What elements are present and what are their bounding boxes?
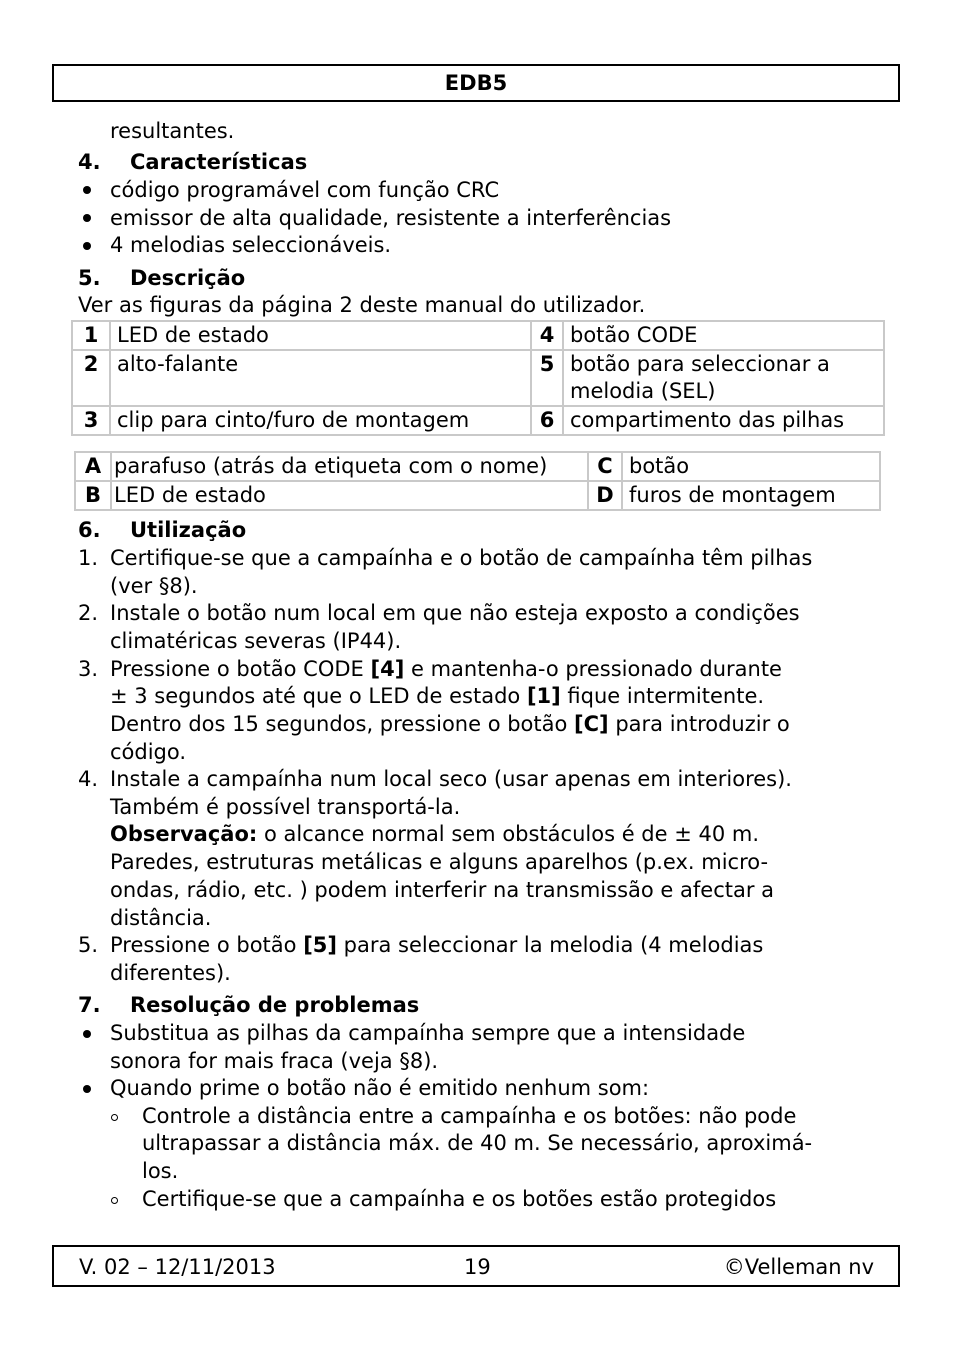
section-4-number: 4. [78,150,101,174]
step-text: Pressione o botão [5] para seleccionar la melodia (4 melodias [110,933,764,957]
step-text: Também é possível transportá-la. [110,795,461,819]
page-header [52,64,900,102]
sub-list-item: Controle a distância entre a campaínha e os botões: não pode [142,1104,797,1128]
parts-table-receiver [71,320,885,436]
sub-list-item: ultrapassar a distância máx. de 40 m. Se necessário, aproximá- [142,1131,813,1155]
table-cell: B [75,481,111,510]
step-text: climatéricas severas (IP44). [110,629,402,653]
table-cell: compartimento das pilhas [563,406,884,435]
table-cell: botão [622,452,880,481]
table-cell [563,350,884,406]
section-5-intro: Ver as figuras da página 2 deste manual do utilizador. [78,293,646,317]
table-cell: 3 [72,406,110,435]
section-7-number: 7. [78,993,101,1017]
list-item: sonora for mais fraca (veja §8). [110,1049,439,1073]
step-text: (ver §8). [110,574,198,598]
section-6-number: 6. [78,518,101,542]
step-text: distância. [110,906,212,930]
step-text: código. [110,740,187,764]
bullet-icon [83,186,91,194]
step-note: Observação: o alcance normal sem obstáculos é de ± 40 m. [110,822,760,846]
sub-list-item: Certifique-se que a campaínha e os botões estão protegidos [142,1187,777,1211]
bullet-icon [83,214,91,222]
footer-copyright: ©Velleman nv [723,1255,874,1279]
table-row [72,350,884,406]
footer-page-number: 19 [464,1255,491,1279]
footer-version: V. 02 – 12/11/2013 [79,1255,276,1279]
note-label: Observação: [110,822,258,846]
step-text: Pressione o botão CODE [4] e mantenha-o pressionado durante [110,657,782,681]
intro-continuation: resultantes. [110,119,235,143]
list-item: emissor de alta qualidade, resistente a interferências [110,206,672,230]
table-cell: 1 [72,321,110,350]
step-text: Dentro dos 15 segundos, pressione o botão [C] para introduzir o [110,712,790,736]
step-text: Certifique-se que a campaínha e o botão de campaínha têm pilhas [110,546,813,570]
table-cell: A [75,452,111,481]
circle-bullet-icon [111,1114,118,1121]
step-text: ± 3 segundos até que o LED de estado [1] fique intermitente. [110,684,765,708]
table-row [72,406,884,435]
step-text: Instale a campaínha num local seco (usar apenas em interiores). [110,767,792,791]
bullet-icon [83,1030,91,1038]
section-6-title: Utilização [130,518,247,542]
section-5-title: Descrição [130,266,246,290]
table-cell-line: botão para seleccionar a [570,352,830,376]
step-number: 5. [78,933,99,957]
step-number: 1. [78,546,99,570]
bullet-icon [83,242,91,250]
step-number: 4. [78,767,99,791]
table-cell: botão CODE [563,321,884,350]
table-cell: LED de estado [111,481,588,510]
table-row [75,481,880,510]
step-number: 2. [78,601,99,625]
table-cell: 2 [72,350,110,406]
list-item: Substitua as pilhas da campaínha sempre que a intensidade [110,1021,746,1045]
parts-table-transmitter [74,451,881,511]
circle-bullet-icon [111,1197,118,1204]
table-cell: 6 [531,406,563,435]
section-5-number: 5. [78,266,101,290]
table-cell: LED de estado [110,321,531,350]
list-item: código programável com função CRC [110,178,500,202]
step-text: diferentes). [110,961,231,985]
list-item: Quando prime o botão não é emitido nenhum som: [110,1076,650,1100]
step-number: 3. [78,657,99,681]
table-cell: 4 [531,321,563,350]
table-cell: D [588,481,622,510]
table-cell: C [588,452,622,481]
table-row [75,452,880,481]
list-item: 4 melodias seleccionáveis. [110,233,392,257]
document-title: EDB5 [444,71,508,95]
table-cell: clip para cinto/furo de montagem [110,406,531,435]
step-text: Paredes, estruturas metálicas e alguns aparelhos (p.ex. micro- [110,850,769,874]
page-footer [52,1245,900,1287]
sub-list-item: los. [142,1159,179,1183]
table-cell: 5 [531,350,563,406]
table-cell: alto-falante [110,350,531,406]
table-cell-line: melodia (SEL) [570,379,716,403]
section-4-title: Características [130,150,308,174]
step-text: Instale o botão num local em que não esteja exposto a condições [110,601,800,625]
section-7-title: Resolução de problemas [130,993,420,1017]
bullet-icon [83,1085,91,1093]
table-cell: parafuso (atrás da etiqueta com o nome) [111,452,588,481]
table-cell: furos de montagem [622,481,880,510]
step-text: ondas, rádio, etc. ) podem interferir na transmissão e afectar a [110,878,775,902]
table-row [72,321,884,350]
